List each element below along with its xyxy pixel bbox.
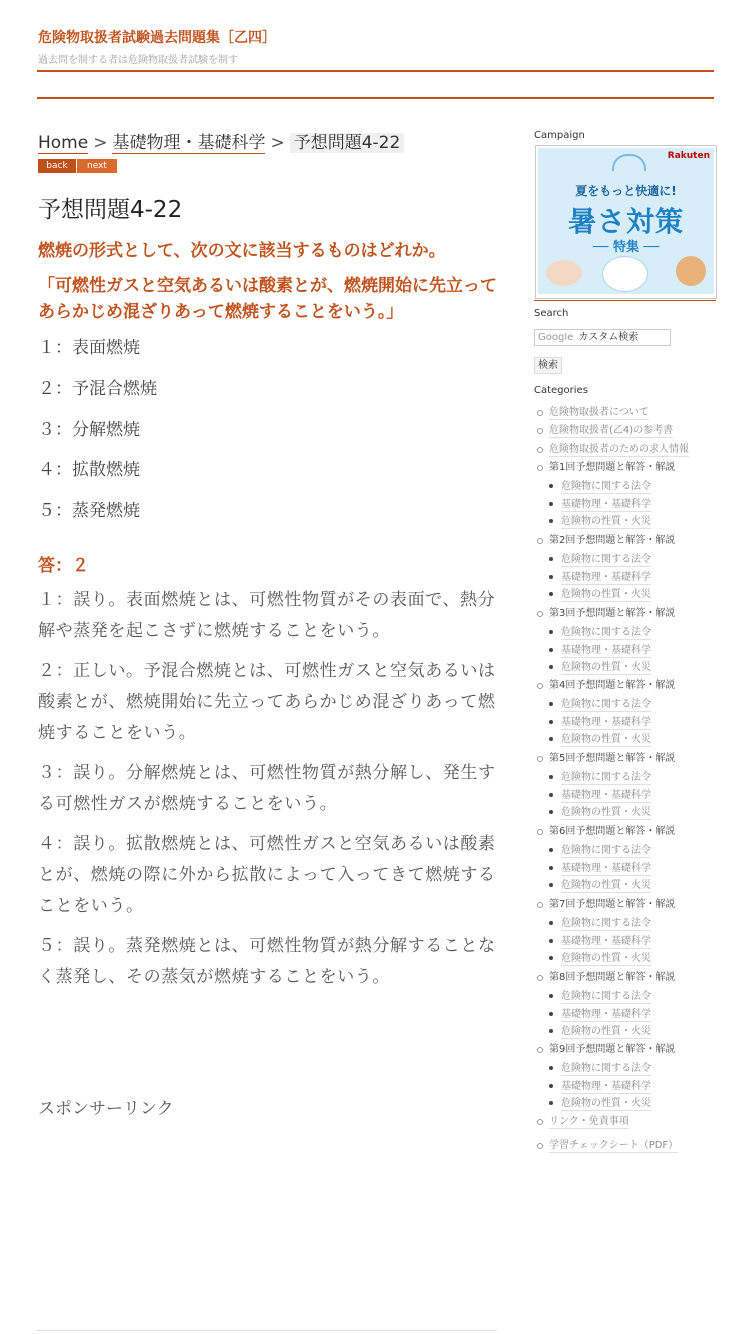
google-logo: Google — [538, 332, 574, 343]
choice-item: ３：分解燃焼 — [38, 419, 140, 440]
category-sub-link[interactable]: 基礎物理・基礎科学 — [561, 716, 651, 728]
category-sub-link[interactable]: 危険物の性質・火災 — [561, 1098, 651, 1109]
category-link[interactable]: 学習チェックシート（PDF） — [549, 1140, 679, 1151]
choice-item: ４：拡散燃焼 — [38, 460, 140, 481]
category-sub-link[interactable]: 危険物の性質・火災 — [561, 516, 651, 527]
search-placeholder: カスタム検索 — [578, 332, 639, 343]
banner-subtitle: 夏をもっと快適に! — [575, 184, 677, 198]
category-sub-link[interactable]: 基礎物理・基礎科学 — [561, 935, 651, 947]
explanation-item: １：誤り。表面燃焼とは、可燃性物質がその表面で、熱分解や蒸発を起こさずに燃焼することをいう。 — [38, 590, 496, 641]
category-sub-link[interactable]: 危険物の性質・火災 — [561, 953, 651, 964]
category-link[interactable]: 危険物取扱者のための求人情報 — [549, 444, 689, 455]
breadcrumb-current: 予想問題4-22 — [290, 133, 405, 153]
category-sub-link[interactable]: 基礎物理・基礎科学 — [561, 789, 651, 801]
girl-illustration — [546, 260, 582, 286]
category-link[interactable]: 危険物取扱者について — [549, 407, 649, 418]
category-sub-link[interactable]: 基礎物理・基礎科学 — [561, 498, 651, 510]
category-sub-link[interactable]: 危険物に関する法令 — [561, 554, 651, 565]
category-group-title[interactable]: 第5回予想問題と解答・解説 — [549, 753, 676, 764]
question-block — [38, 238, 500, 325]
choice-list — [38, 336, 500, 540]
category-sub-link[interactable]: 危険物の性質・火災 — [561, 1026, 651, 1037]
breadcrumb-home-link[interactable]: Home — [38, 133, 89, 153]
category-sub-link[interactable]: 基礎物理・基礎科学 — [561, 644, 651, 656]
category-sub-link[interactable]: 危険物の性質・火災 — [561, 734, 651, 745]
banner-tag: ── 特集 ── — [592, 240, 660, 255]
category-group-title[interactable]: 第8回予想問題と解答・解説 — [549, 972, 676, 983]
category-link[interactable]: 危険物取扱者(乙4)の参考書 — [549, 425, 674, 436]
choice-item: １：表面燃焼 — [38, 338, 140, 358]
header-divider — [37, 70, 714, 72]
sun-icon — [612, 154, 646, 171]
category-group-title[interactable]: 第7回予想問題と解答・解説 — [549, 899, 676, 910]
campaign-banner-image[interactable] — [538, 148, 714, 294]
breadcrumb — [38, 128, 404, 153]
search-heading: Search — [534, 308, 569, 319]
category-sub-link[interactable]: 危険物に関する法令 — [561, 845, 651, 856]
category-link[interactable]: リンク・免責事項 — [549, 1116, 629, 1127]
banner-headline: 暑さ対策 — [567, 205, 684, 238]
answer-label: 答：２ — [38, 556, 89, 576]
next-button[interactable]: next — [76, 159, 117, 173]
category-sub-link[interactable]: 危険物に関する法令 — [561, 991, 651, 1002]
content-bottom-divider — [37, 1330, 497, 1331]
nav-divider — [37, 97, 714, 99]
category-sub-link[interactable]: 危険物に関する法令 — [561, 481, 651, 492]
choice-item: ２：予混合燃焼 — [38, 378, 157, 399]
category-sub-link[interactable]: 危険物の性質・火災 — [561, 807, 651, 818]
category-group-title[interactable]: 第6回予想問題と解答・解説 — [549, 826, 676, 837]
campaign-heading: Campaign — [534, 130, 585, 141]
category-sub-link[interactable]: 危険物に関する法令 — [561, 1063, 651, 1074]
category-sub-link[interactable]: 危険物に関する法令 — [561, 627, 651, 638]
explanation-list — [38, 585, 500, 1002]
explanation-item: ５：誤り。蒸発燃焼とは、可燃性物質が熱分解することなく蒸発し、その蒸気が燃焼することをいう。 — [38, 936, 496, 987]
category-sub-link[interactable]: 危険物の性質・火災 — [561, 662, 651, 673]
search-button[interactable]: 検索 — [534, 357, 562, 374]
dog-illustration — [676, 256, 706, 286]
rakuten-logo: Rakuten — [667, 151, 710, 161]
sponsor-link-label: スポンサーリンク — [38, 1099, 174, 1119]
explanation-item: ２：正しい。予混合燃焼とは、可燃性ガスと空気あるいは酸素とが、燃焼開始に先立ってあらかじめ混ざりあって燃焼することをいう。 — [38, 661, 496, 743]
question-text: 燃焼の形式として、次の文に該当するものはどれか。 — [38, 241, 446, 261]
campaign-banner[interactable] — [535, 145, 717, 299]
site-title[interactable]: 危険物取扱者試験過去問題集［乙四］ — [38, 30, 276, 46]
category-sub-link[interactable]: 基礎物理・基礎科学 — [561, 1008, 651, 1020]
category-sub-link[interactable]: 危険物の性質・火災 — [561, 880, 651, 891]
category-group-title[interactable]: 第1回予想問題と解答・解説 — [549, 462, 676, 473]
category-group-title[interactable]: 第3回予想問題と解答・解説 — [549, 608, 676, 619]
search-input[interactable] — [534, 329, 671, 346]
breadcrumb-category-link[interactable]: 基礎物理・基礎科学 — [112, 133, 266, 153]
category-group-title[interactable]: 第9回予想問題と解答・解説 — [549, 1044, 676, 1055]
post-navigation — [38, 159, 117, 173]
page-title: 予想問題4-22 — [38, 197, 183, 223]
category-sub-link[interactable]: 危険物の性質・火災 — [561, 589, 651, 600]
category-sub-link[interactable]: 危険物に関する法令 — [561, 772, 651, 783]
question-statement: 「可燃性ガスと空気あるいは酸素とが、燃焼開始に先立ってあらかじめ混ざりあって燃焼することをいう。」 — [38, 276, 497, 322]
category-sub-link[interactable]: 基礎物理・基礎科学 — [561, 1080, 651, 1092]
breadcrumb-separator: > — [270, 133, 285, 153]
category-sub-link[interactable]: 基礎物理・基礎科学 — [561, 862, 651, 874]
category-sub-link[interactable]: 基礎物理・基礎科学 — [561, 571, 651, 583]
campaign-divider — [534, 300, 716, 301]
category-group-title[interactable]: 第4回予想問題と解答・解説 — [549, 680, 676, 691]
category-sub-link[interactable]: 危険物に関する法令 — [561, 699, 651, 710]
site-description: 過去問を制する者は危険物取扱者試験を制す — [38, 55, 238, 66]
category-group-title[interactable]: 第2回予想問題と解答・解説 — [549, 535, 676, 546]
category-sub-link[interactable]: 危険物に関する法令 — [561, 918, 651, 929]
back-button[interactable]: back — [38, 159, 76, 173]
categories-heading: Categories — [534, 385, 588, 396]
explanation-item: ３：誤り。分解燃焼とは、可燃性物質が熱分解し、発生する可燃性ガスが燃焼することをいう。 — [38, 763, 496, 814]
breadcrumb-separator: > — [93, 133, 108, 153]
choice-item: ５：蒸発燃焼 — [38, 501, 140, 522]
explanation-item: ４：誤り。拡散燃焼とは、可燃性ガスと空気あるいは酸素とが、燃焼の際に外から拡散によって入ってきて燃焼することをいう。 — [38, 834, 496, 916]
bear-illustration — [602, 256, 648, 292]
